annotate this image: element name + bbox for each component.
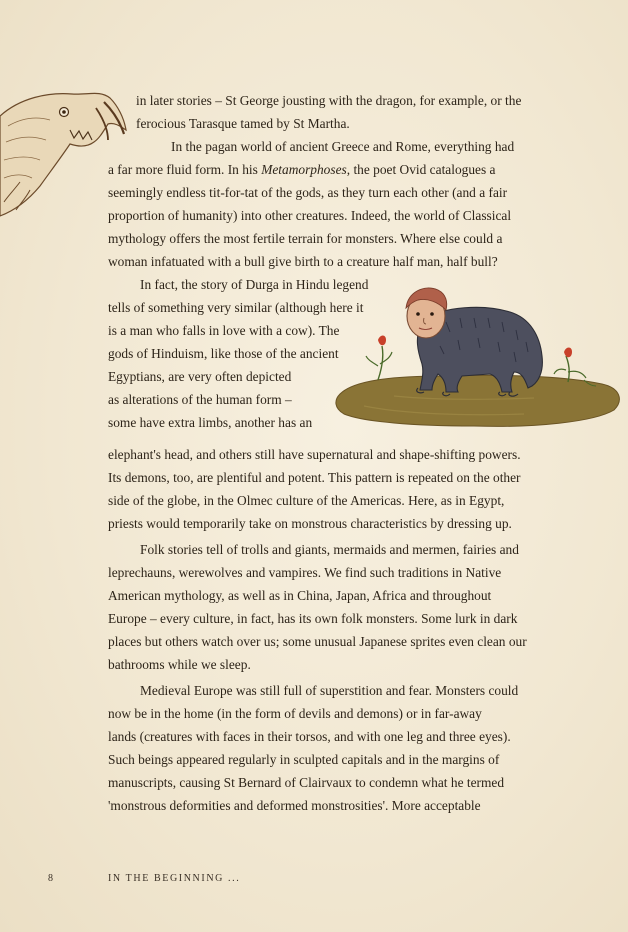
metamorphoses-title: Metamorphoses bbox=[261, 162, 347, 177]
body-line-5: seemingly endless tit-for-tat of the gods, as they turn each other (and a fair bbox=[108, 185, 508, 200]
body-line-20: Folk stories tell of trolls and giants, mermaids and mermen, fairies and bbox=[140, 542, 519, 557]
body-line-18: side of the globe, in the Olmec culture of the Americas. Here, as in Egypt, bbox=[108, 493, 505, 508]
body-line-24: places but others watch over us; some unusual Japanese sprites even clean our bbox=[108, 634, 527, 649]
body-line-10: tells of something very similar (although here it bbox=[108, 300, 364, 315]
body-line-8: woman infatuated with a bull give birth to a creature half man, half bull? bbox=[108, 254, 498, 269]
body-line-2: ferocious Tarasque tamed by St Martha. bbox=[136, 116, 350, 131]
body-line-19: priests would temporarily take on monstrous characteristics by dressing up. bbox=[108, 516, 512, 531]
body-line-29: Such beings appeared regularly in sculpted capitals and in the margins of bbox=[108, 752, 500, 767]
body-line-31: 'monstrous deformities and deformed monstrosities'. More acceptable bbox=[108, 798, 481, 813]
body-line-27: now be in the home (in the form of devils and demons) or in far-away bbox=[108, 706, 482, 721]
body-line-14: as alterations of the human form – bbox=[108, 392, 292, 407]
body-line-7: mythology offers the most fertile terrain for monsters. Where else could a bbox=[108, 231, 503, 246]
body-line-1: in later stories – St George jousting with the dragon, for example, or the bbox=[136, 93, 522, 108]
body-line-12: gods of Hinduism, like those of the ancient bbox=[108, 346, 339, 361]
body-line-4 bbox=[108, 158, 496, 181]
body-line-6: proportion of humanity) into other creatures. Indeed, the world of Classical bbox=[108, 208, 512, 223]
body-line-17: Its demons, too, are plentiful and potent. This pattern is repeated on the other bbox=[108, 470, 521, 485]
running-head: IN THE BEGINNING ... bbox=[108, 873, 241, 884]
body-line-25: bathrooms while we sleep. bbox=[108, 657, 251, 672]
body-line-21: leprechauns, werewolves and vampires. We find such traditions in Native bbox=[108, 565, 502, 580]
body-line-4-part-a: a far more fluid form. In his bbox=[108, 162, 262, 177]
body-line-22: American mythology, as well as in China, Japan, Africa and throughout bbox=[108, 588, 492, 603]
body-line-11: is a man who falls in love with a cow). The bbox=[108, 323, 340, 338]
body-line-28: lands (creatures with faces in their torsos, and with one leg and three eyes). bbox=[108, 729, 511, 744]
body-line-30: manuscripts, causing St Bernard of Clairvaux to condemn what he termed bbox=[108, 775, 505, 790]
body-line-15: some have extra limbs, another has an bbox=[108, 415, 313, 430]
body-line-4-part-b: , the poet Ovid catalogues a bbox=[346, 162, 496, 177]
human-headed-beast-illustration bbox=[334, 276, 624, 432]
body-line-9: In fact, the story of Durga in Hindu legend bbox=[140, 277, 369, 292]
body-line-26: Medieval Europe was still full of superstition and fear. Monsters could bbox=[140, 683, 519, 698]
body-line-13: Egyptians, are very often depicted bbox=[108, 369, 292, 384]
body-line-3: In the pagan world of ancient Greece and Rome, everything had bbox=[171, 139, 515, 154]
body-line-23: Europe – every culture, in fact, has its own folk monsters. Some lurk in dark bbox=[108, 611, 518, 626]
body-line-16: elephant's head, and others still have supernatural and shape-shifting powers. bbox=[108, 447, 521, 462]
page-number: 8 bbox=[48, 873, 55, 884]
